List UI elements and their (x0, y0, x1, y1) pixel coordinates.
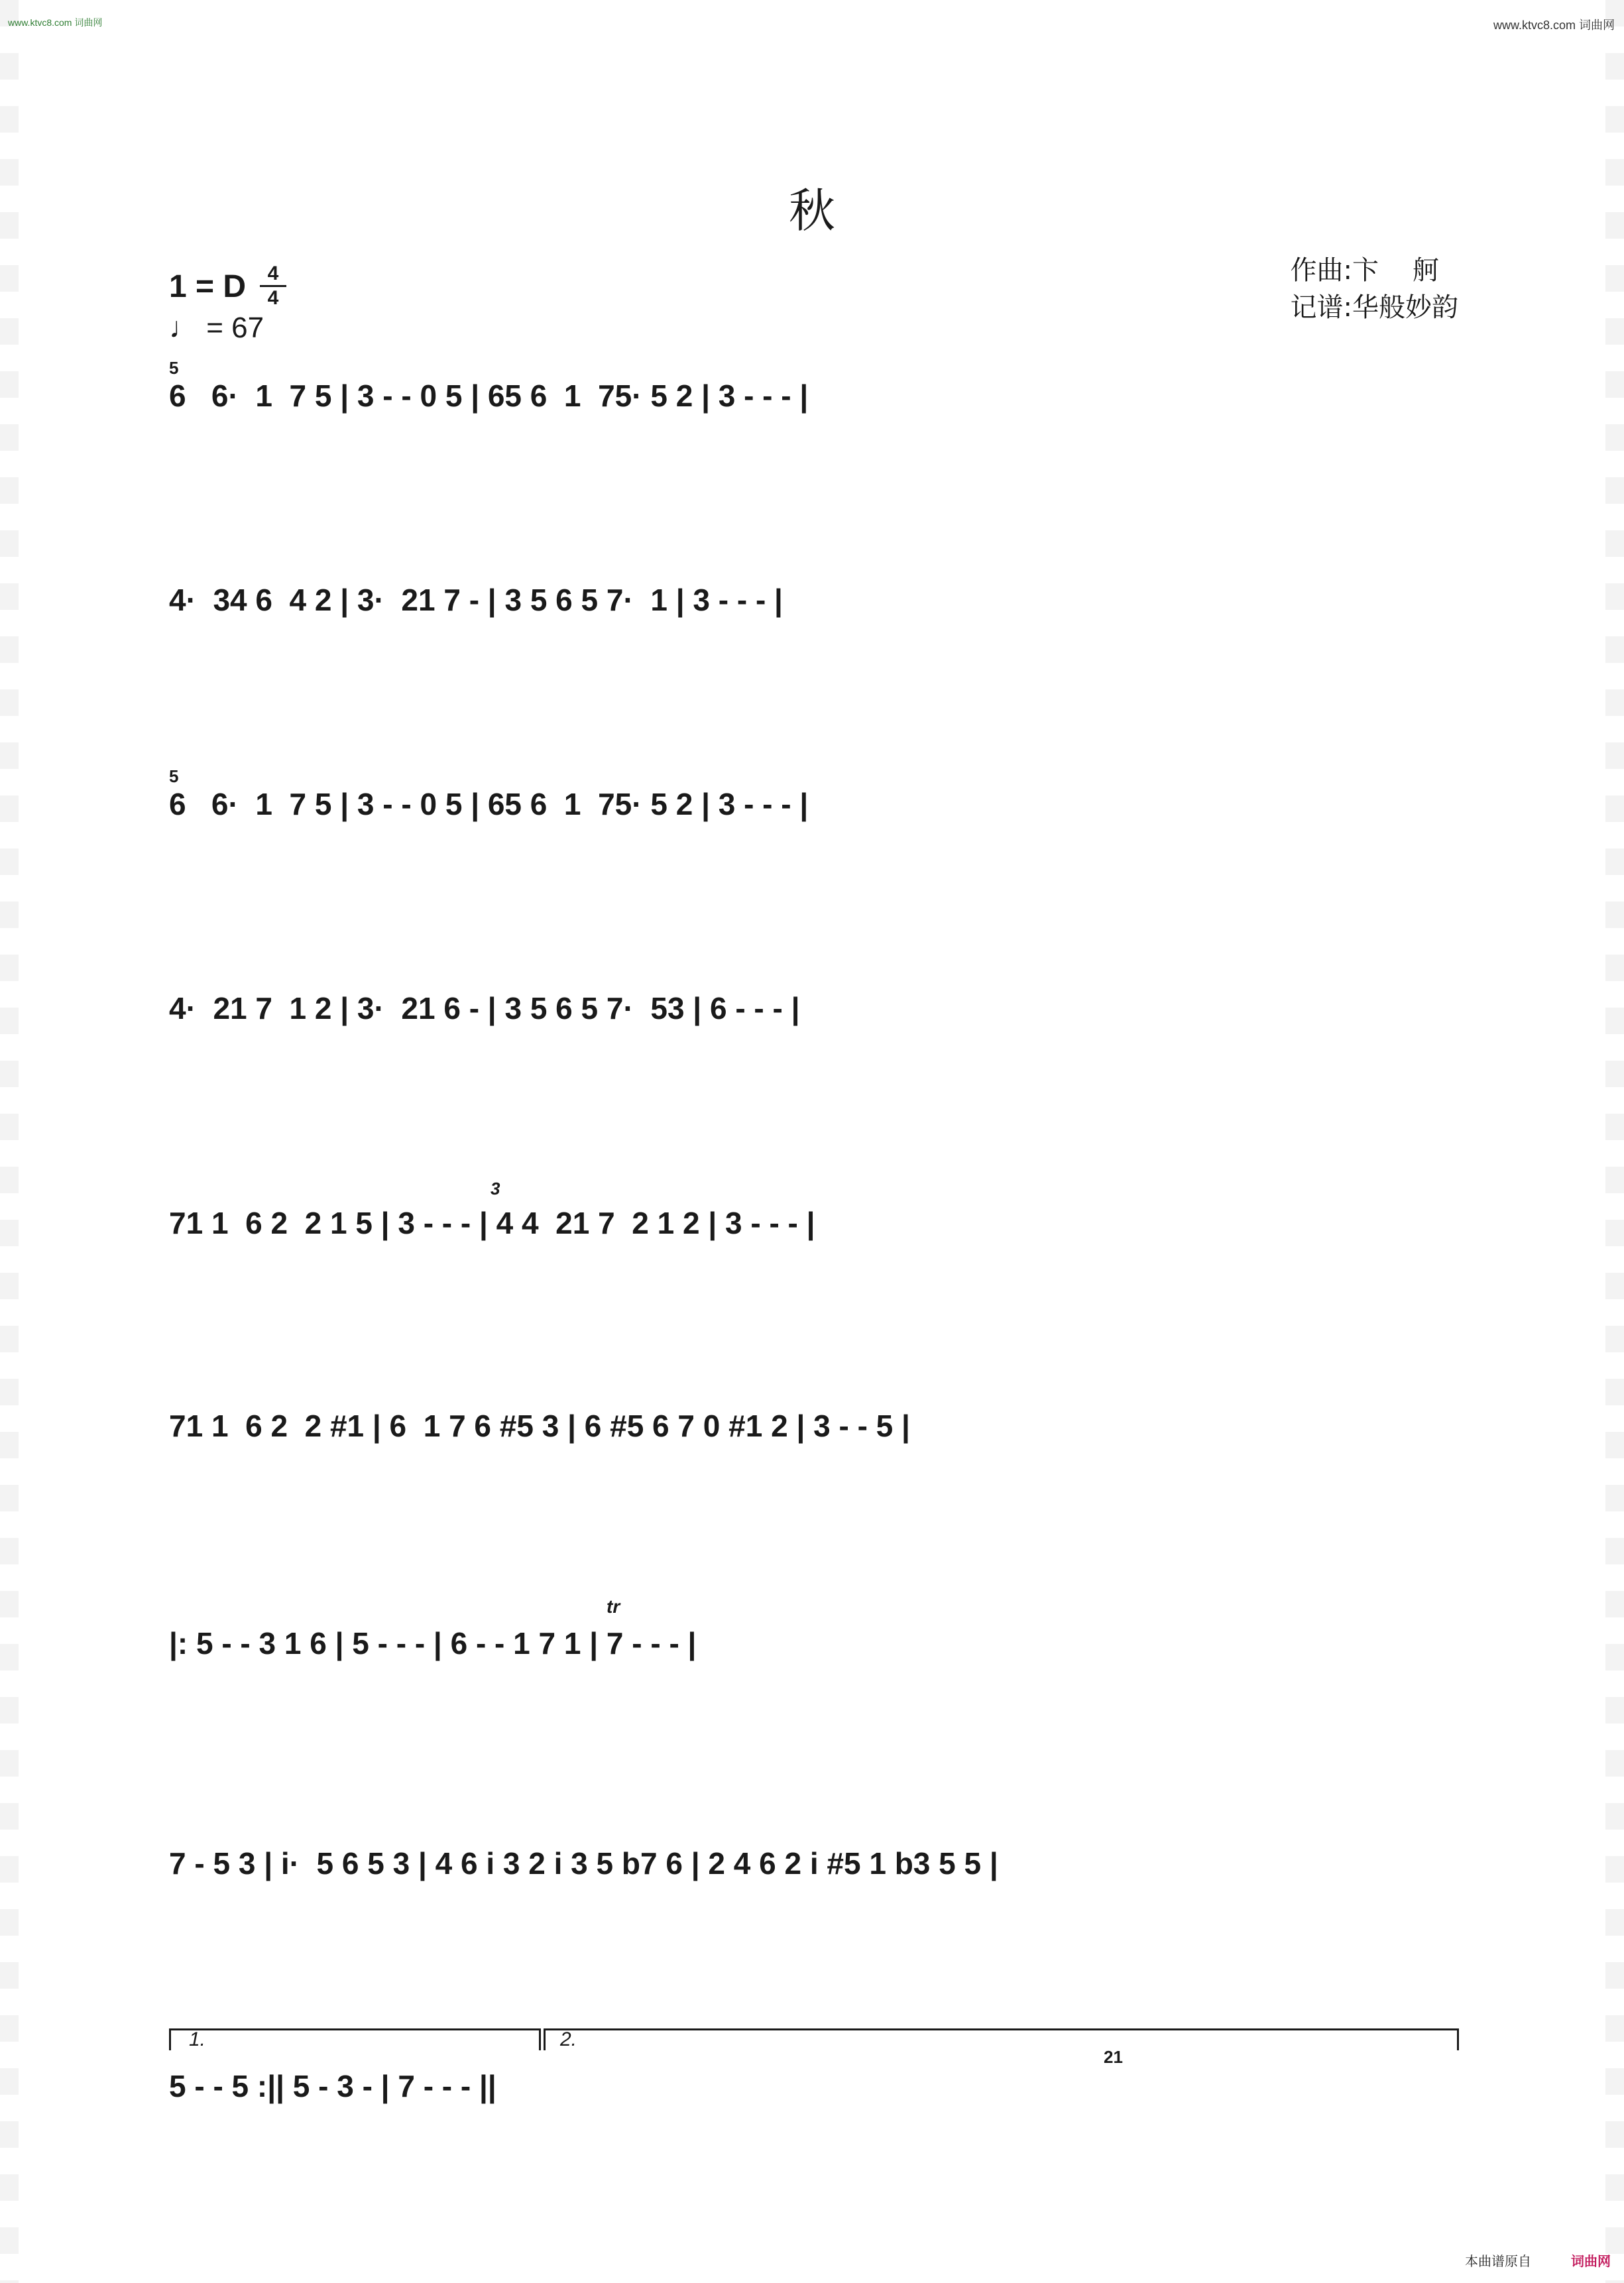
score-line-text: 5 - - 5 :|| 5 - 3 - | 7 - - - || (169, 2069, 496, 2103)
grace-note: 5 (169, 766, 179, 786)
score-line-text: 6 6· 1 7 5 | 3 - - 0 5 | 65 6 1 75· 5 2 | 3 - - - | (169, 379, 809, 413)
transcriber-name: 华般妙韵 (1352, 292, 1458, 323)
right-edge-watermark (1605, 0, 1624, 2283)
tempo-marking: ♩ = 67 (169, 312, 264, 344)
score-line-text: 71 1 6 2 2 #1 | 6 1 7 6 #5 3 | 6 #5 6 7 0 #1 2 | 3 - - 5 | (169, 1409, 910, 1443)
score-line-text: 4· 34 6 4 2 | 3· 21 7 - | 3 5 6 5 7· 1 | 3 - - - | (169, 583, 783, 617)
top-left-site-label: www.ktvc8.com 词曲网 (8, 17, 103, 28)
transcriber-row: 记谱:华般妙韵 (1290, 292, 1458, 323)
left-edge-watermark (0, 0, 19, 2283)
time-signature (260, 264, 286, 308)
score-line-text: 4· 21 7 1 2 | 3· 21 6 - | 3 5 6 5 7· 53 | 6 - - - | (169, 991, 800, 1025)
trill-mark: tr (607, 1596, 620, 1617)
top-right-site-label: www.ktvc8.com 词曲网 (1493, 19, 1615, 32)
score-line-text: 71 1 6 2 2 1 5 | 3 - - - | 4 4 21 7 2 1 2 | 3 - - - | (169, 1206, 815, 1240)
score-line-text: 6 6· 1 7 5 | 3 - - 0 5 | 65 6 1 75· 5 2 | 3 - - - | (169, 787, 809, 821)
footer-site-link[interactable]: 词曲网 (1571, 2254, 1611, 2269)
quarter-note-icon: ♩ (169, 312, 198, 344)
composer-row: 作曲:卞 舸 (1290, 255, 1439, 286)
score-line-text: |: 5 - - 3 1 6 | 5 - - - | 6 - - 1 7 1 | 7 - - - | (169, 1626, 697, 1661)
score-line-text: 7 - 5 3 | i· 5 6 5 3 | 4 6 i 3 2 i 3 5 b7 6 | 2 4 6 2 i #5 1 b3 5 5 | (169, 1846, 998, 1881)
first-ending-bracket (169, 2028, 541, 2050)
time-signature-top: 4 (267, 263, 279, 284)
credits (1291, 252, 1458, 326)
grace-note: 21 (1104, 2047, 1123, 2067)
time-signature-bottom: 4 (267, 287, 279, 309)
composer-name: 卞 舸 (1352, 255, 1439, 286)
footer-source-label: 本曲谱原自 (1465, 2254, 1531, 2269)
score-title: 秋 (789, 184, 835, 238)
first-ending-label: 1. (189, 2028, 206, 2050)
grace-note: 5 (169, 358, 179, 378)
key-signature: 1 = D (169, 269, 247, 304)
second-ending-bracket (544, 2028, 1459, 2050)
triplet-mark: 3 (491, 1179, 500, 1199)
second-ending-label: 2. (560, 2028, 577, 2050)
